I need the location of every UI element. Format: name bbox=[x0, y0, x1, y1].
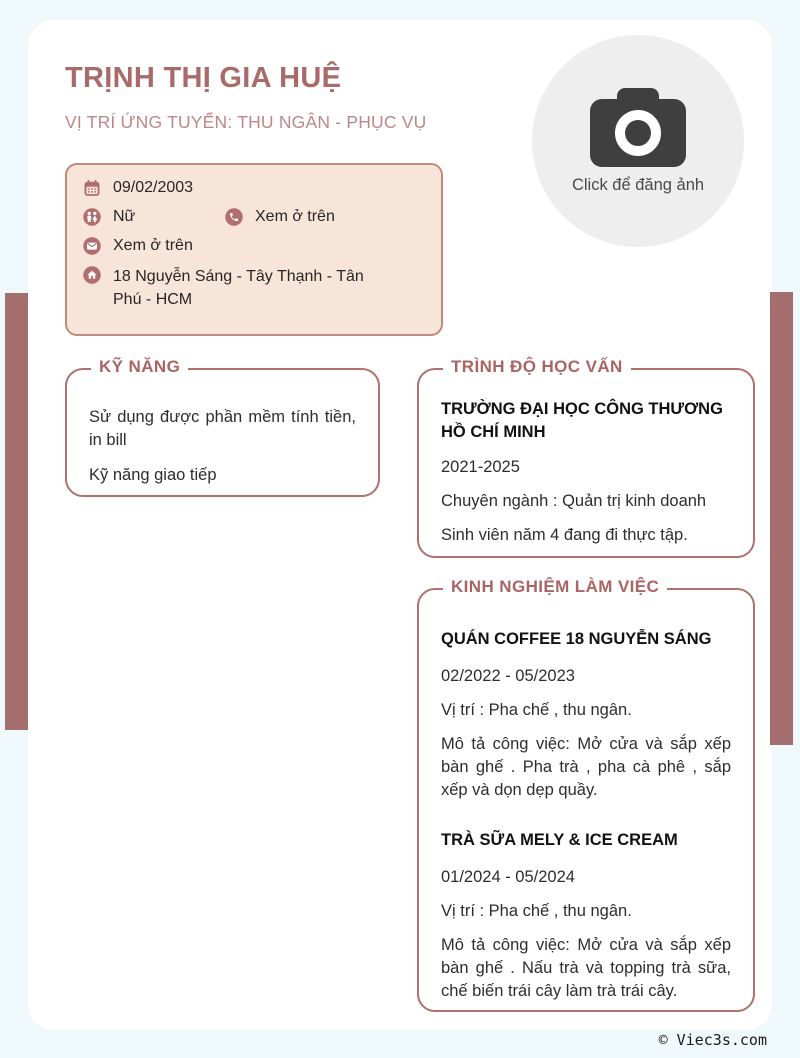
gender-cell bbox=[82, 207, 224, 227]
education-section bbox=[417, 357, 755, 558]
experience-body bbox=[419, 590, 753, 1003]
calendar-icon bbox=[82, 178, 102, 198]
left-accent-bar bbox=[5, 293, 28, 730]
skill-item: Sử dụng được phần mềm tính tiền, in bill bbox=[89, 408, 356, 449]
email-value: Xem ở trên bbox=[113, 237, 193, 254]
skills-section-title: KỸ NĂNG bbox=[91, 357, 188, 377]
email-icon bbox=[82, 236, 102, 256]
education-section-title: TRÌNH ĐỘ HỌC VẤN bbox=[443, 357, 631, 377]
email-row bbox=[82, 236, 426, 256]
job-company: TRÀ SỮA MELY & ICE CREAM bbox=[441, 831, 678, 849]
gender-phone-row bbox=[82, 207, 426, 227]
right-accent-bar bbox=[770, 292, 793, 745]
dob-value: 09/02/2003 bbox=[113, 179, 194, 196]
job-company: QUÁN COFFEE 18 NGUYỄN SÁNG bbox=[441, 630, 712, 648]
education-status: Sinh viên năm 4 đang đi thực tập. bbox=[441, 526, 688, 544]
applied-position: VỊ TRÍ ỨNG TUYỂN: THU NGÂN - PHỤC VỤ bbox=[65, 112, 427, 132]
job-description: Mô tả công việc: Mở cửa và sắp xếp bàn ghế . Pha trà , pha cà phê , sắp xếp và dọn dẹp quầy. bbox=[441, 735, 731, 799]
home-icon bbox=[82, 265, 102, 285]
skills-list bbox=[67, 370, 378, 487]
contact-info-box bbox=[65, 163, 443, 336]
gender-value: Nữ bbox=[113, 208, 136, 225]
education-school: TRƯỜNG ĐẠI HỌC CÔNG THƯƠNG HỒ CHÍ MINH bbox=[441, 400, 723, 441]
job-period: 01/2024 - 05/2024 bbox=[441, 868, 575, 886]
experience-section bbox=[417, 577, 755, 1012]
education-body bbox=[419, 370, 753, 547]
skills-section bbox=[65, 357, 380, 497]
job-role: Vị trí : Pha chế , thu ngân. bbox=[441, 902, 632, 920]
site-credit: © Viec3s.com bbox=[658, 1031, 767, 1049]
job-role: Vị trí : Pha chế , thu ngân. bbox=[441, 701, 632, 719]
candidate-name: TRỊNH THỊ GIA HUỆ bbox=[65, 62, 342, 94]
address-value: 18 Nguyễn Sáng - Tây Thạnh - Tân Phú - HCM bbox=[113, 268, 364, 308]
cv-card bbox=[28, 20, 772, 1030]
experience-section-title: KINH NGHIỆM LÀM VIỆC bbox=[443, 577, 667, 597]
job-entry bbox=[441, 829, 731, 1003]
job-description: Mô tả công việc: Mở cửa và sắp xếp bàn ghế . Nấu trà và topping trà sữa, chế biến trái cây làm trà trái cây. bbox=[441, 936, 731, 1000]
education-major: Chuyên ngành : Quản trị kinh doanh bbox=[441, 492, 707, 510]
camera-icon bbox=[586, 88, 690, 170]
photo-upload-placeholder[interactable] bbox=[532, 35, 744, 247]
photo-upload-label: Click để đăng ảnh bbox=[571, 175, 705, 194]
job-entry bbox=[441, 628, 731, 802]
skill-item: Kỹ năng giao tiếp bbox=[89, 466, 217, 484]
gender-icon bbox=[82, 207, 102, 227]
phone-icon bbox=[224, 207, 244, 227]
dob-row bbox=[82, 178, 426, 198]
address-row bbox=[82, 265, 426, 311]
phone-cell bbox=[224, 207, 335, 227]
phone-value: Xem ở trên bbox=[255, 208, 335, 225]
job-period: 02/2022 - 05/2023 bbox=[441, 667, 575, 685]
education-years: 2021-2025 bbox=[441, 458, 520, 476]
